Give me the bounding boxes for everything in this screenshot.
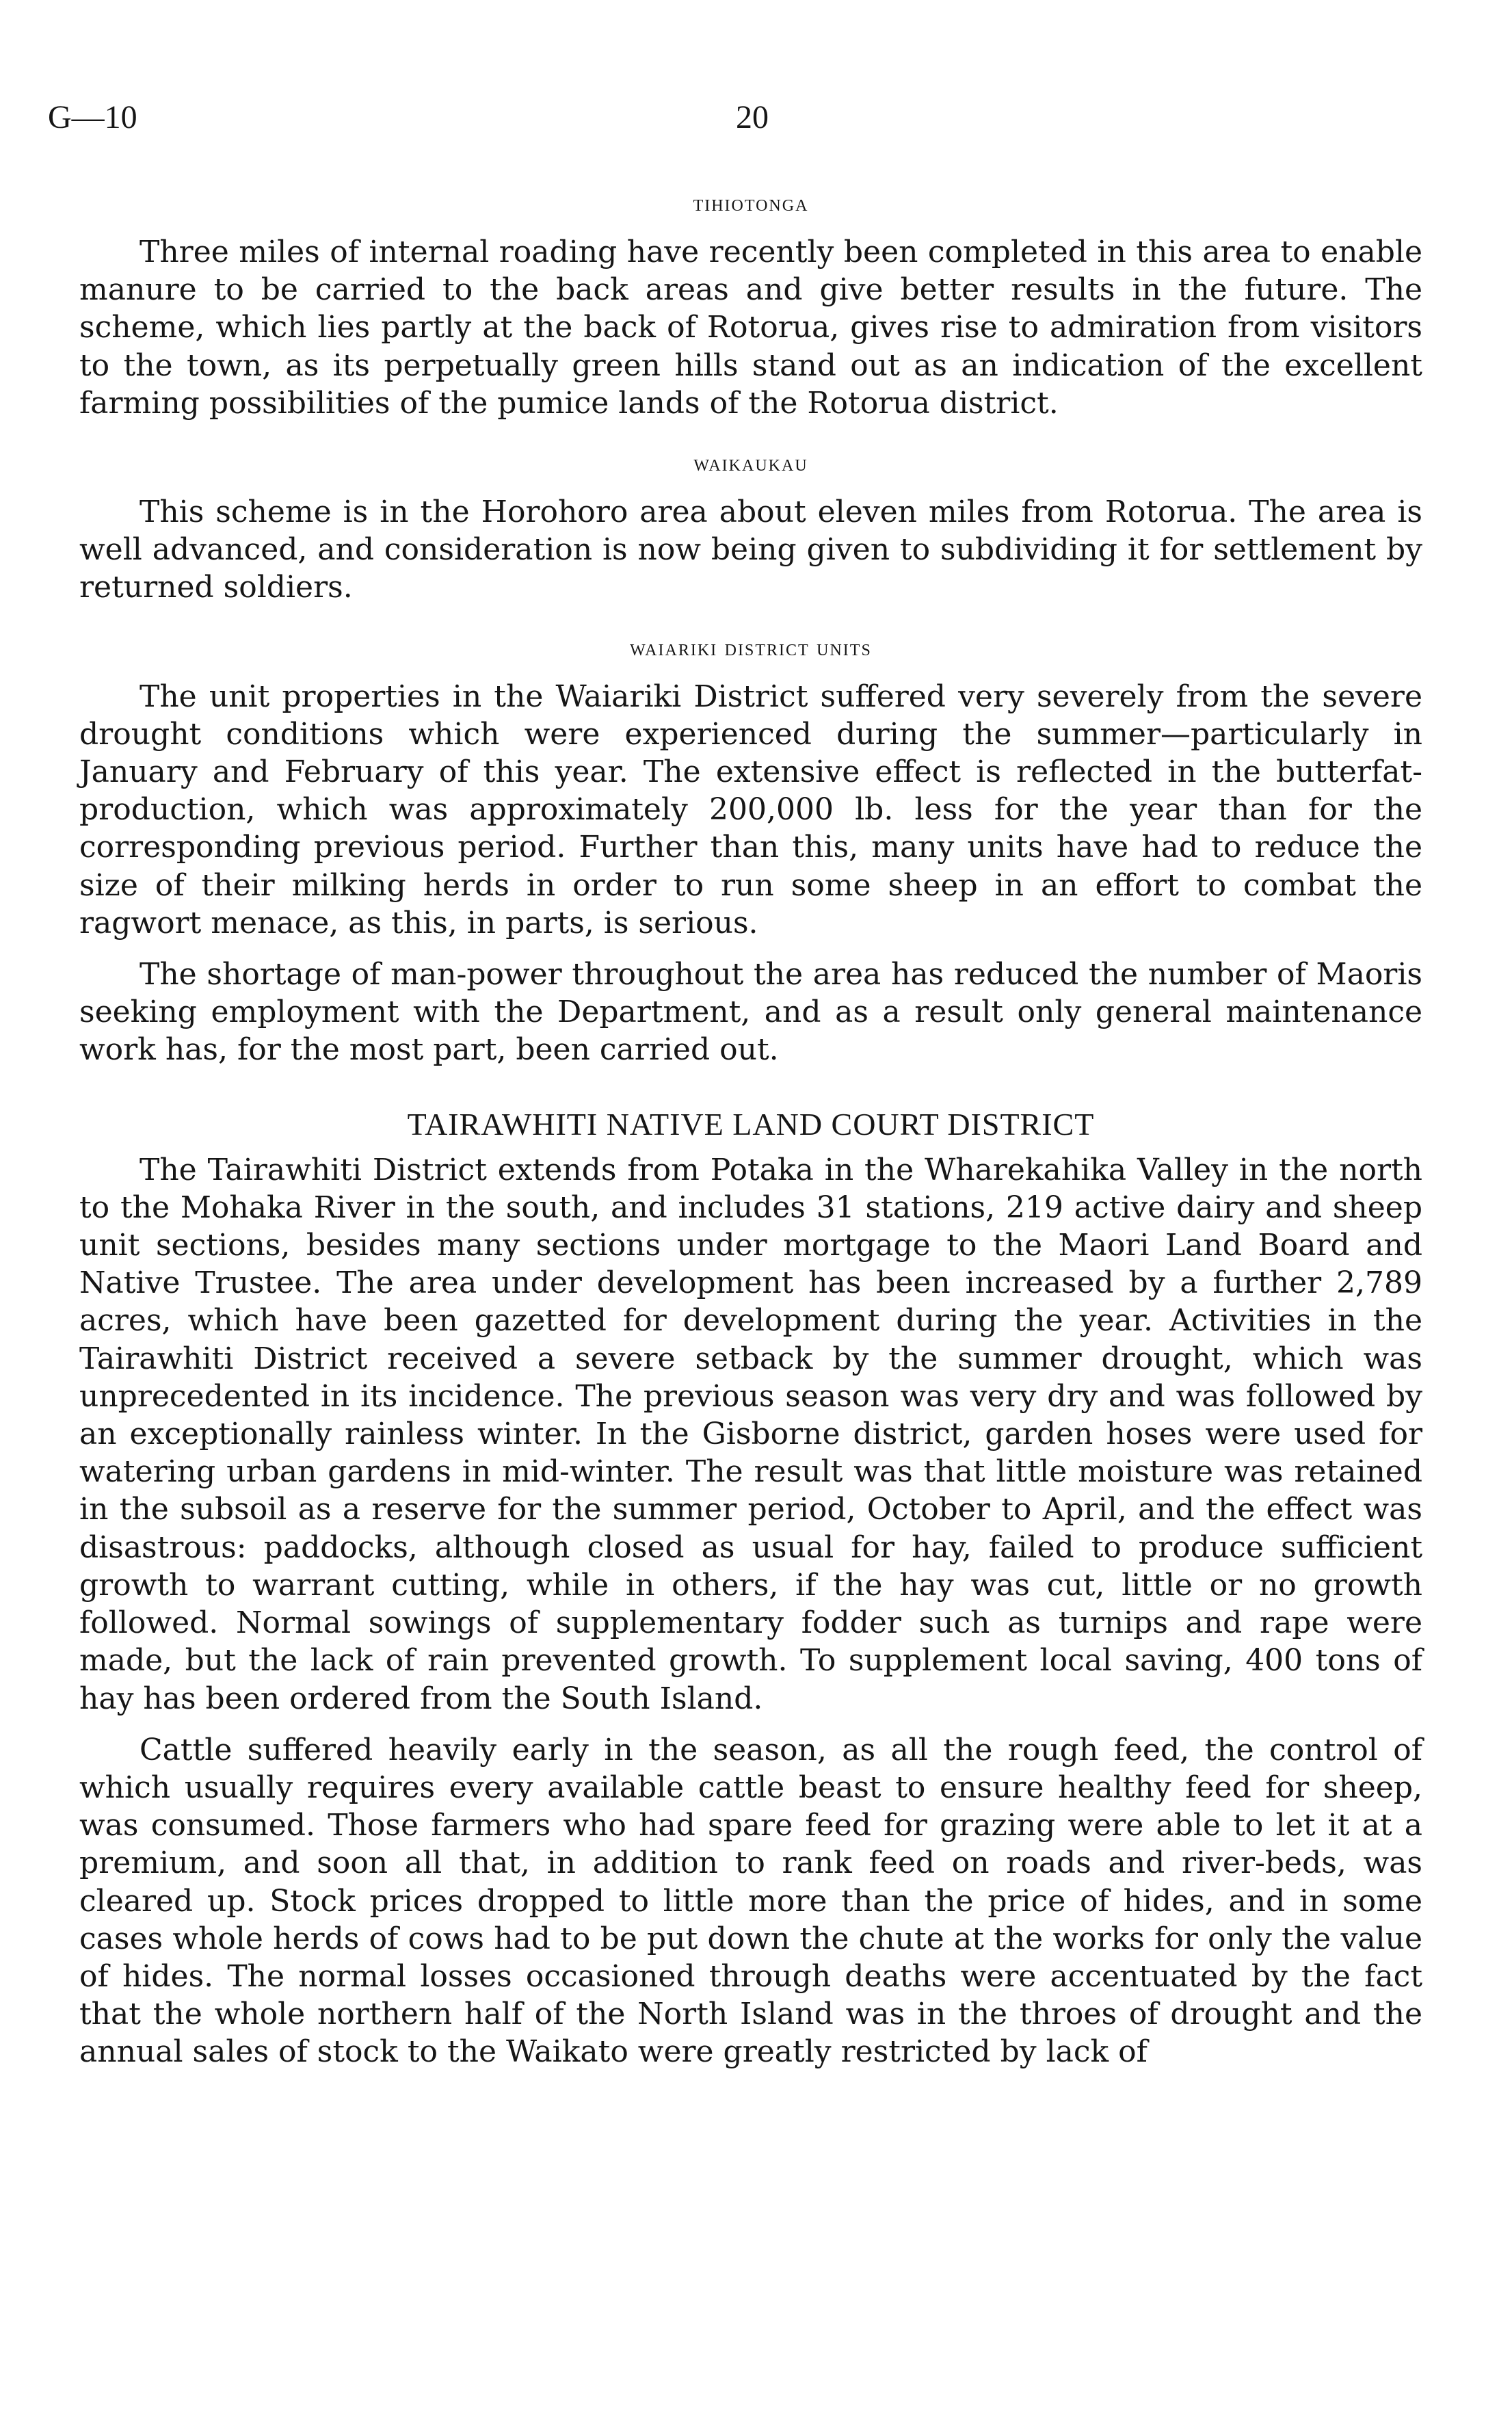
major-section-heading: TAIRAWHITI NATIVE LAND COURT DISTRICT xyxy=(407,1106,1095,1142)
paragraph: This scheme is in the Horohoro area about eleven miles from Rotorua. The area is well advanced, and consideration is now being given to subdividing it for settlement by returned soldiers. xyxy=(79,495,1422,605)
page-body xyxy=(79,188,1422,2071)
report-code: G—10 xyxy=(48,99,137,135)
paragraph: Three miles of internal roading have recently been completed in this area to enable manure to be carried to the back areas and give better results in the future. The scheme, which lies partly at the back of Rotorua, gives rise to admiration from visitors to the town, as its perpetually green hills stand out as an indication of the excellent farming possibilities of the pumice lands of the Rotorua district. xyxy=(79,235,1422,421)
page-number: 20 xyxy=(736,99,769,135)
paragraph: The Tairawhiti District extends from Potaka in the Wharekahika Valley in the north to the Mohaka River in the south, and includes 31 stations, 219 active dairy and sheep unit sections, besides many sections under mortgage to the Maori Land Board and Native Trustee. The area under development has been increased by a further 2,789 acres, which have been gazetted for development during the year. Activities in the Tairawhiti District received a severe setback by the summer drought, which was unprecedented in its incidence. The previous season was very dry and was followed by an exceptionally rainless winter. In the Gisborne district, garden hoses were used for watering urban gardens in mid-winter. The result was that little moisture was retained in the subsoil as a reserve for the summer period, October to April, and the effect was disastrous: paddocks, although closed as usual for hay, failed to produce sufficient growth to warrant cutting, while in others, if the hay was cut, little or no growth followed. Normal sowings of supplementary fodder such as turnips and rape were made, but the lack of rain prevented growth. To supplement local saving, 400 tons of hay has been ordered from the South Island. xyxy=(79,1152,1422,1716)
paragraph: The unit properties in the Waiariki District suffered very severely from the severe drought conditions which were experienced during the summer—particularly in January and February of this year. The extensive effect is reflected in the butterfat-production, which was approximately 200,000 lb. less for the year than for the corresponding previous period. Further than this, many units have had to reduce the size of their milking herds in order to run some sheep in an effort to combat the ragwort menace, as this, in parts, is serious. xyxy=(79,679,1422,941)
section-tihiotonga xyxy=(79,188,1422,422)
section-heading: waiariki district units xyxy=(630,635,872,661)
section-tairawhiti xyxy=(79,1105,1422,2071)
section-waikaukau xyxy=(79,448,1422,607)
section-heading: waikaukau xyxy=(693,451,808,477)
paragraph: The shortage of man-power throughout the area has reduced the number of Maoris seeking employment with the Department, and as a result only general maintenance work has, for the most part, been carried out. xyxy=(79,957,1422,1068)
section-heading: tihiotonga xyxy=(693,191,809,216)
section-waiariki-district-units xyxy=(79,633,1422,1069)
paragraph: Cattle suffered heavily early in the season, as all the rough feed, the control of which usually requires every available cattle beast to ensure healthy feed for sheep, was consumed. Those farmers who had spare feed for grazing were able to let it at a premium, and soon all that, in addition to rank feed on roads and river-beds, was cleared up. Stock prices dropped to little more than the price of hides, and in some cases whole herds of cows had to be put down the chute at the works for only the value of hides. The normal losses occasioned through deaths were accentuated by the fact that the whole northern half of the North Island was in the throes of drought and the annual sales of stock to the Waikato were greatly restricted by lack of xyxy=(79,1732,1422,2070)
page-header xyxy=(0,101,1512,149)
